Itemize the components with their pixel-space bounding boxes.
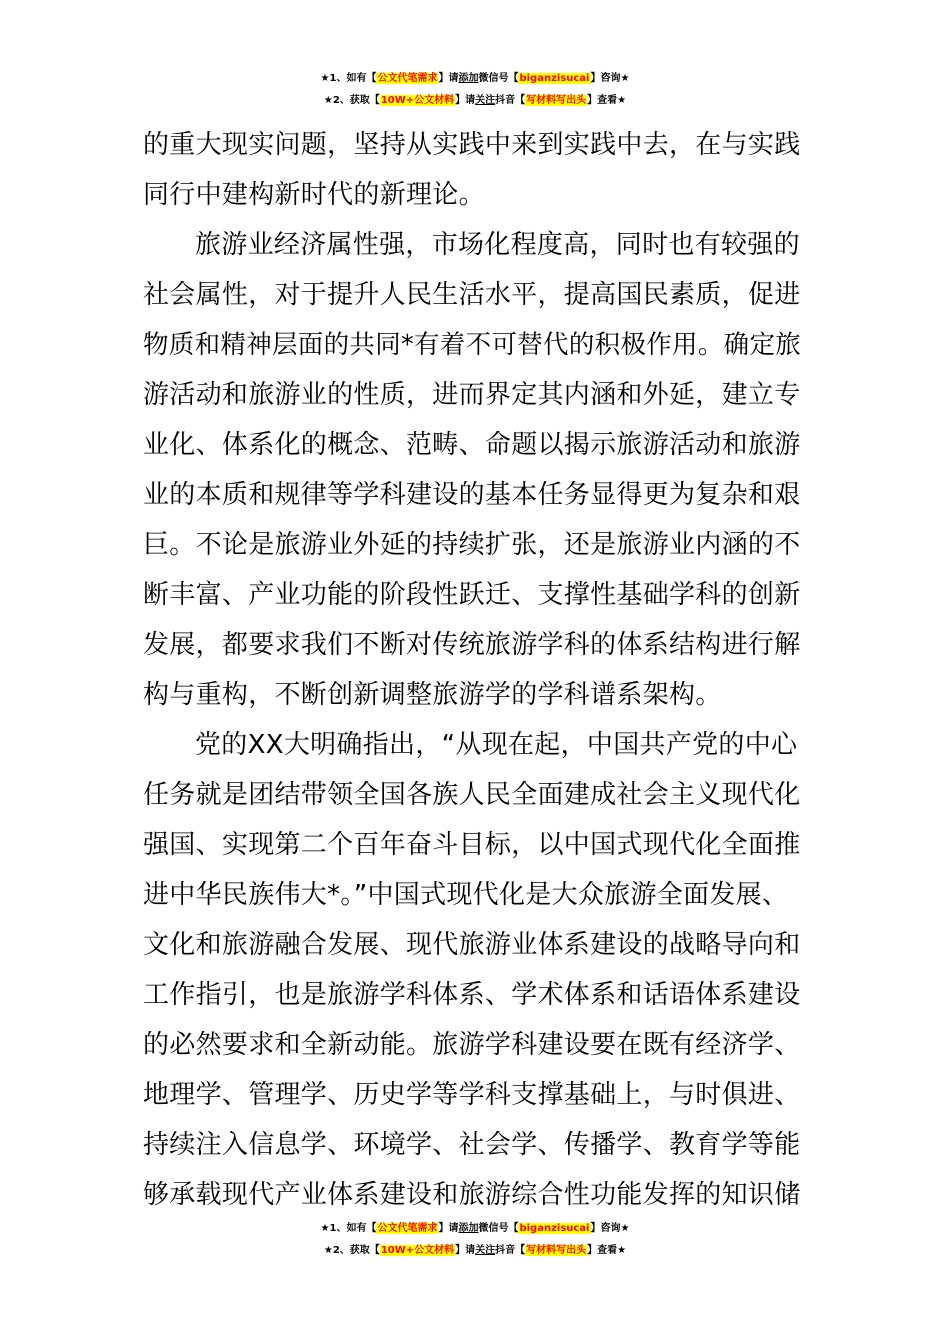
banner-text: ★1、如有【 bbox=[320, 73, 377, 84]
banner-emphasis: 关注 bbox=[475, 95, 496, 106]
banner-text: 微信号【 bbox=[478, 73, 519, 84]
body-line: 社会属性，对于提升人民生活水平，提高国民素质，促进 bbox=[143, 280, 801, 310]
body-line: 地理学、管理学、历史学等学科支撑基础上，与时俱进、 bbox=[143, 1080, 801, 1110]
banner-text: 】咨询★ bbox=[590, 73, 630, 84]
banner-highlight: 10W+公文材料 bbox=[380, 95, 455, 106]
banner-text: 抖音【 bbox=[495, 1245, 526, 1256]
body-line: 强国、实现第二个百年奋斗目标，以中国式现代化全面推 bbox=[143, 830, 801, 860]
banner-text: ★1、如有【 bbox=[320, 1223, 377, 1234]
body-line: 业的本质和规律等学科建设的基本任务显得更为复杂和艰 bbox=[143, 480, 801, 510]
banner-text: 抖音【 bbox=[495, 95, 526, 106]
body-line: 发展，都要求我们不断对传统旅游学科的体系结构进行解 bbox=[143, 630, 801, 660]
banner-highlight: 写材料写出头 bbox=[526, 95, 587, 106]
body-line: 持续注入信息学、环境学、社会学、传播学、教育学等能 bbox=[143, 1130, 801, 1160]
header-banner bbox=[0, 68, 950, 112]
banner-line-2 bbox=[0, 90, 950, 112]
body-line: 够承载现代产业体系建设和旅游综合性功能发挥的知识储 bbox=[143, 1180, 801, 1210]
body-line: 工作指引，也是旅游学科体系、学术体系和话语体系建设 bbox=[143, 980, 801, 1010]
body-line: 同行中建构新时代的新理论。 bbox=[143, 180, 485, 210]
banner-text: 】请 bbox=[438, 73, 459, 84]
body-line: 的重大现实问题，坚持从实践中来到实践中去，在与实践 bbox=[143, 130, 801, 160]
banner-text: 】查看★ bbox=[587, 1245, 627, 1256]
banner-highlight: 公文代笔需求 bbox=[377, 73, 438, 84]
body-line: 构与重构，不断创新调整旅游学的学科谱系架构。 bbox=[143, 680, 722, 710]
banner-highlight: biganzisucai bbox=[519, 1223, 590, 1234]
body-line: 巨。不论是旅游业外延的持续扩张，还是旅游业内涵的不 bbox=[143, 530, 801, 560]
footer-banner bbox=[0, 1218, 950, 1262]
banner-emphasis: 添加 bbox=[458, 73, 479, 84]
banner-text: 】请 bbox=[438, 1223, 459, 1234]
banner-text: 】请 bbox=[455, 95, 476, 106]
body-line: 党的XX大明确指出，“从现在起，中国共产党的中心 bbox=[195, 730, 798, 760]
body-line: 断丰富、产业功能的阶段性跃迁、支撑性基础学科的创新 bbox=[143, 580, 801, 610]
body-line: 文化和旅游融合发展、现代旅游业体系建设的战略导向和 bbox=[143, 930, 801, 960]
banner-text: ★2、获取【 bbox=[323, 95, 380, 106]
body-line: 旅游业经济属性强，市场化程度高，同时也有较强的 bbox=[195, 230, 800, 260]
body-line: 游活动和旅游业的性质，进而界定其内涵和外延，建立专 bbox=[143, 380, 801, 410]
banner-text: 】请 bbox=[455, 1245, 476, 1256]
banner-highlight: 写材料写出头 bbox=[526, 1245, 587, 1256]
banner-emphasis: 关注 bbox=[475, 1245, 496, 1256]
body-line: 进中华民族伟大*。”中国式现代化是大众旅游全面发展、 bbox=[143, 880, 789, 910]
banner-text: ★2、获取【 bbox=[323, 1245, 380, 1256]
banner-text: 微信号【 bbox=[478, 1223, 519, 1234]
banner-emphasis: 添加 bbox=[458, 1223, 479, 1234]
banner-line-2 bbox=[0, 1240, 950, 1262]
banner-text: 】查看★ bbox=[587, 95, 627, 106]
banner-highlight: biganzisucai bbox=[519, 73, 590, 84]
body-line: 的必然要求和全新动能。旅游学科建设要在既有经济学、 bbox=[143, 1030, 801, 1060]
banner-line-1 bbox=[0, 1218, 950, 1240]
body-line: 物质和精神层面的共同*有着不可替代的积极作用。确定旅 bbox=[143, 330, 802, 360]
banner-text: 】咨询★ bbox=[590, 1223, 630, 1234]
body-line: 任务就是团结带领全国各族人民全面建成社会主义现代化 bbox=[143, 780, 801, 810]
body-line: 业化、体系化的概念、范畴、命题以揭示旅游活动和旅游 bbox=[143, 430, 801, 460]
banner-line-1 bbox=[0, 68, 950, 90]
banner-highlight: 10W+公文材料 bbox=[380, 1245, 455, 1256]
banner-highlight: 公文代笔需求 bbox=[377, 1223, 438, 1234]
